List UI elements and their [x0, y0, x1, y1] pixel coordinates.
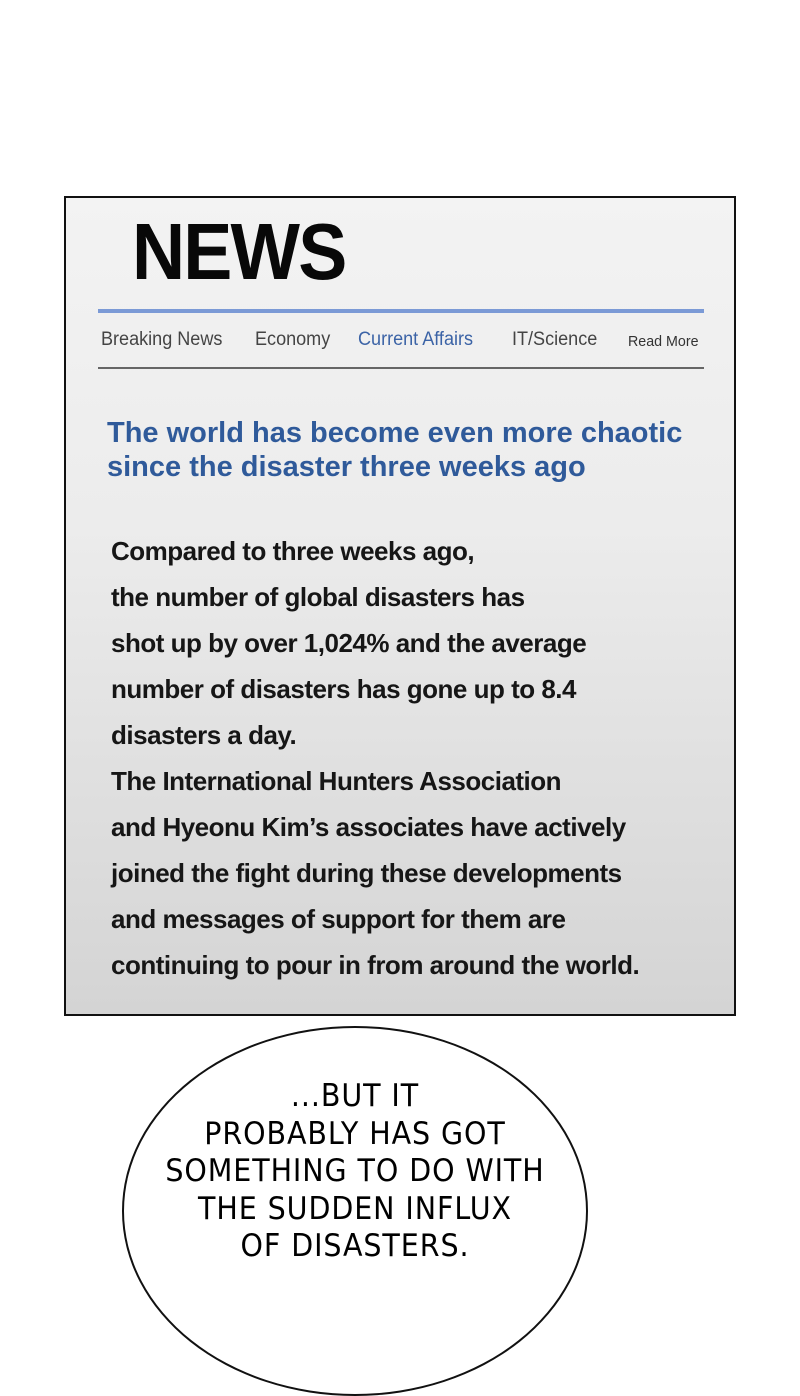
bubble-line: OF DISASTERS.	[240, 1228, 470, 1264]
body-line: and messages of support for them are	[111, 904, 566, 934]
nav-divider	[98, 367, 704, 369]
body-line: shot up by over 1,024% and the average	[111, 628, 587, 658]
body-line: disasters a day.	[111, 720, 297, 750]
body-line: continuing to pour in from around the world.	[111, 950, 640, 980]
bubble-line: SOMETHING TO DO WITH	[165, 1153, 545, 1189]
nav-it-science[interactable]: IT/Science	[512, 329, 598, 350]
article-headline: The world has become even more chaotic since the disaster three weeks ago	[107, 417, 683, 483]
nav-current-affairs[interactable]: Current Affairs	[358, 329, 474, 350]
nav-read-more[interactable]: Read More	[628, 333, 699, 350]
accent-divider	[98, 309, 704, 313]
bubble-line: THE SUDDEN INFLUX	[198, 1190, 512, 1227]
news-panel	[64, 196, 736, 1016]
nav-economy[interactable]: Economy	[255, 329, 331, 350]
body-line: The International Hunters Association	[111, 766, 562, 796]
body-line: Compared to three weeks ago,	[111, 536, 475, 566]
body-line: and Hyeonu Kim’s associates have actively	[111, 812, 626, 842]
nav-breaking-news[interactable]: Breaking News	[101, 329, 223, 350]
body-line: the number of global disasters has	[111, 582, 525, 612]
bubble-line: PROBABLY HAS GOT	[204, 1115, 506, 1152]
bubble-line: ...BUT IT	[290, 1078, 420, 1114]
speech-bubble-text	[122, 1078, 588, 1266]
news-logo: NEWS	[132, 207, 346, 296]
news-nav	[101, 329, 711, 355]
body-line: number of disasters has gone up to 8.4	[111, 674, 576, 704]
article-body	[111, 528, 726, 988]
body-line: joined the fight during these developments	[111, 858, 622, 888]
